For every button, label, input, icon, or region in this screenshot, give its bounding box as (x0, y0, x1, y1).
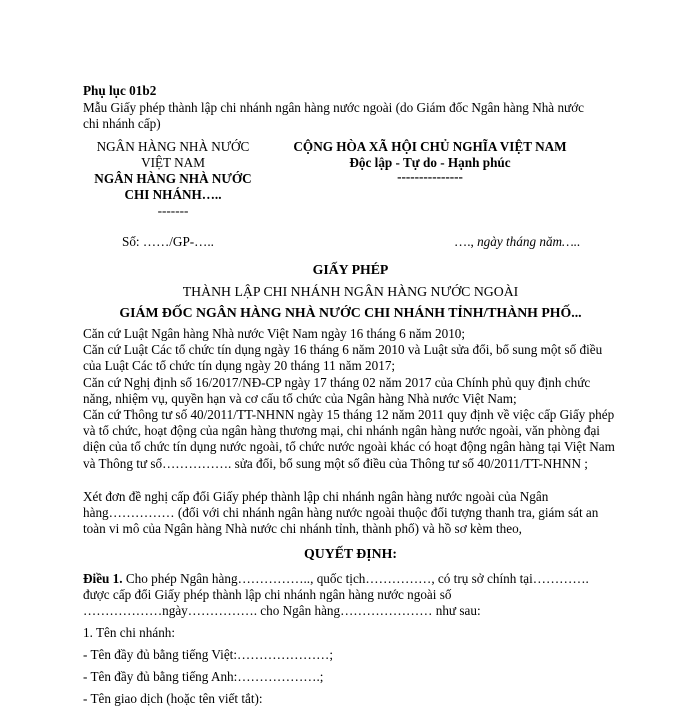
article-1-line1 (83, 570, 589, 587)
item-english-name: - Tên đầy đủ bằng tiếng Anh:……………….; (83, 669, 324, 684)
legal-basis-1: Căn cứ Luật Ngân hàng Nhà nước Việt Nam ngày 16 tháng 6 năm 2010; (83, 326, 466, 341)
item-branch-name: 1. Tên chi nhánh: (83, 625, 176, 640)
appendix-description-line2: chi nhánh cấp) (83, 116, 161, 131)
item-trade-name: - Tên giao dịch (hoặc tên viết tắt): (83, 691, 263, 706)
article-1-line3: ………………ngày……………. cho Ngân hàng………………… như sau: (83, 603, 481, 618)
date-text: ngày tháng năm….. (477, 234, 581, 249)
document-number: Số: ……/GP-….. (122, 234, 214, 249)
national-title: CỘNG HÒA XÃ HỘI CHỦ NGHĨA VIỆT NAM (293, 139, 567, 154)
decision-title: QUYẾT ĐỊNH: (304, 546, 397, 561)
item-vietnamese-name: - Tên đầy đủ bằng tiếng Việt:…………………; (83, 647, 333, 662)
appendix-label: Phụ lục 01b2 (83, 83, 157, 98)
document-subtitle: THÀNH LẬP CHI NHÁNH NGÂN HÀNG NƯỚC NGOÀI (182, 284, 519, 299)
issuing-authority: GIÁM ĐỐC NGÂN HÀNG NHÀ NƯỚC CHI NHÁNH TỈNH/THÀNH PHỐ... (119, 305, 582, 320)
issuer-branch-line1: NGÂN HÀNG NHÀ NƯỚC (94, 171, 252, 186)
article-1-text: Cho phép Ngân hàng…………….., quốc tịch……………, có trụ sở chính tại…………. (122, 571, 589, 586)
article-1-line2: được cấp đổi Giấy phép thành lập chi nhánh ngân hàng nước ngoài số (83, 587, 452, 602)
issuer-line2: VIỆT NAM (141, 155, 205, 170)
legal-basis-2: Căn cứ Luật Các tổ chức tín dụng ngày 16 tháng 6 năm 2010 và Luật sửa đổi, bổ sung một số điều của Luật Các tổ chức tín dụng ngày 20 tháng 11 năm 2017; (83, 342, 603, 374)
issuer-branch-line2: CHI NHÁNH….. (124, 187, 222, 202)
date-line (454, 233, 580, 250)
legal-basis-3: Căn cứ Nghị định số 16/2017/NĐ-CP ngày 17 tháng 02 năm 2017 của Chính phủ quy định chức năng, nhiệm vụ, quyền hạn và cơ cấu tổ chức của Ngân hàng Nhà nước Việt Nam; (83, 374, 591, 406)
article-1-label: Điều 1. (83, 571, 123, 586)
national-divider: --------------- (397, 169, 463, 184)
issuer-divider: ------- (157, 203, 189, 218)
national-motto: Độc lập - Tự do - Hạnh phúc (349, 155, 511, 170)
consideration-paragraph: Xét đơn đề nghị cấp đổi Giấy phép thành lập chi nhánh ngân hàng nước ngoài của Ngân hàng…………… (đối với chi nhánh ngân hàng nước ngoài thuộc đối tượng thanh tra, giám sát an toàn vi mô của Ngân hàng Nhà nước chi nhánh tỉnh, thành phố) và hồ sơ kèm theo, (83, 489, 599, 537)
document-title: GIẤY PHÉP (312, 262, 389, 277)
legal-bases (83, 326, 618, 472)
legal-basis-4: Căn cứ Thông tư số 40/2011/TT-NHNN ngày 15 tháng 12 năm 2011 quy định về việc cấp Giấy phép và tổ chức, hoạt động của ngân hàng thương mại, chi nhánh ngân hàng nước ngoài, văn phòng đại diện của tổ chức tín dụng nước ngoài, tổ chức nước ngoài khác có hoạt động ngân hàng tại Việt Nam và Thông tư số……………. sửa đổi, bổ sung một số điều của Thông tư số 40/2011/TT-NHNN ; (83, 407, 615, 471)
appendix-description-line1: Mẫu Giấy phép thành lập chi nhánh ngân hàng nước ngoài (do Giám đốc Ngân hàng Nhà nước (83, 100, 585, 115)
date-place: …., (454, 234, 474, 249)
issuer-line1: NGÂN HÀNG NHÀ NƯỚC (96, 139, 250, 154)
